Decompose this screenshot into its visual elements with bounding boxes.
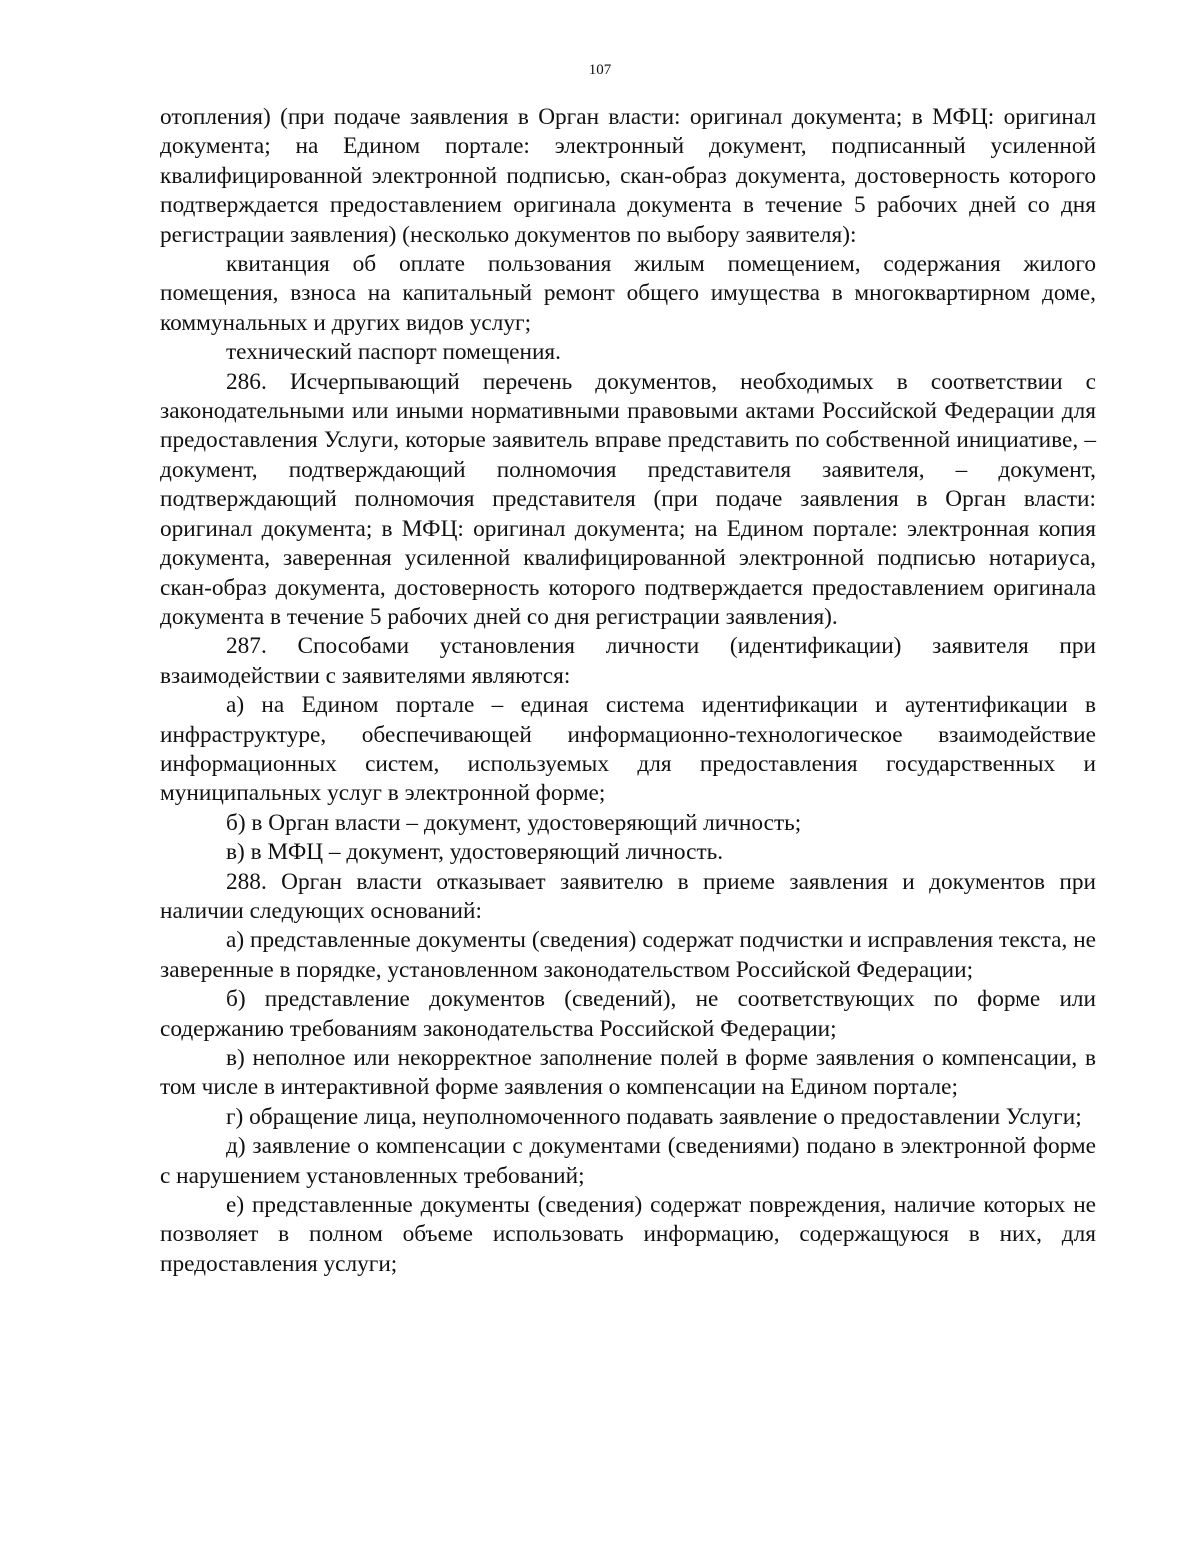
paragraph: е) представленные документы (сведения) содержат повреждения, наличие которых не позволяет в полном объеме использовать информацию, содержащуюся в них, для предоставления услуги;: [160, 1192, 1096, 1277]
document-body: [160, 103, 1096, 1279]
paragraph: отопления) (при подаче заявления в Орган власти: оригинал документа; в МФЦ: оригинал документа; на Едином портале: электронный документ, подписанный усиленной квалифицированной электронной подписью, скан-образ документа, достоверность которого подтверждается предоставлением оригинала документа в течение 5 рабочих дней со дня регистрации заявления) (несколько документов по выбору заявителя):: [160, 104, 1096, 248]
paragraph: в) неполное или некорректное заполнение полей в форме заявления о компенсации, в том числе в интерактивной форме заявления о компенсации на Едином портале;: [160, 1045, 1096, 1101]
paragraph: б) в Орган власти – документ, удостоверяющий личность;: [226, 809, 802, 836]
paragraph: д) заявление о компенсации с документами (сведениями) подано в электронной форме с нарушением установленных требований;: [160, 1133, 1096, 1189]
paragraph: б) представление документов (сведений), не соответствующих по форме или содержанию требованиям законодательства Российской Федерации;: [160, 986, 1096, 1042]
page-number: 107: [588, 62, 612, 78]
paragraph: а) на Едином портале – единая система идентификации и аутентификации в инфраструктуре, обеспечивающей информационно-технологическое взаимодействие информационных систем, используемых для предоставления государственных и муниципальных услуг в электронной форме;: [160, 692, 1096, 807]
paragraph: в) в МФЦ – документ, удостоверяющий личность.: [226, 839, 724, 866]
paragraph: а) представленные документы (сведения) содержат подчистки и исправления текста, не заверенные в порядке, установленном законодательством Российской Федерации;: [160, 927, 1096, 983]
paragraph: 288. Орган власти отказывает заявителю в приеме заявления и документов при наличии следующих оснований:: [160, 868, 1096, 924]
paragraph: г) обращение лица, неуполномоченного подавать заявление о предоставлении Услуги;: [226, 1103, 1082, 1130]
paragraph: технический паспорт помещения.: [226, 339, 561, 366]
paragraph: 286. Исчерпывающий перечень документов, необходимых в соответствии с законодательными или иными нормативными правовыми актами Российской Федерации для предоставления Услуги, которые заявитель вправе представить по собственной инициативе, – документ, подтверждающий полномочия представителя заявителя, – документ, подтверждающий полномочия представителя (при подаче заявления в Орган власти: оригинал документа; в МФЦ: оригинал документа; на Едином портале: электронная копия документа, заверенная усиленной квалифицированной электронной подписью нотариуса, скан-образ документа, достоверность которого подтверждается предоставлением оригинала документа в течение 5 рабочих дней со дня регистрации заявления).: [160, 368, 1096, 630]
paragraph: 287. Способами установления личности (идентификации) заявителя при взаимодействии с заявителями являются:: [160, 633, 1096, 689]
paragraph: квитанция об оплате пользования жилым помещением, содержания жилого помещения, взноса на капитальный ремонт общего имущества в многоквартирном доме, коммунальных и других видов услуг;: [160, 251, 1096, 336]
